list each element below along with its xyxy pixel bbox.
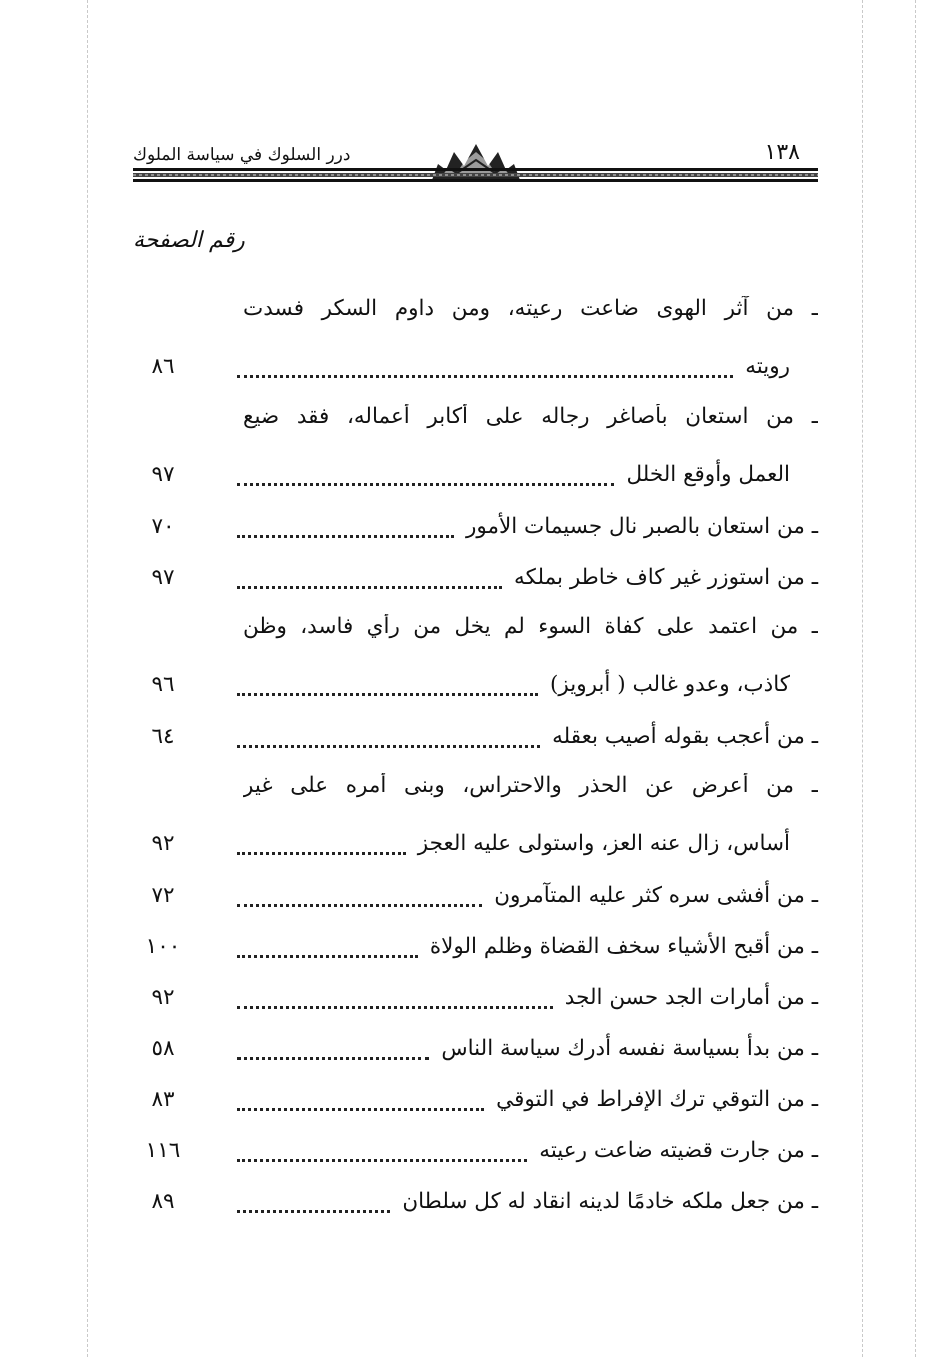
- dot-leader: [237, 367, 733, 378]
- page-ref: ٩٢: [151, 830, 175, 856]
- entry-line: ـ من أعرض عن الحذر والاحتراس، وبنى أمره على غير: [243, 773, 818, 798]
- page-ref: ٩٧: [151, 461, 175, 487]
- entry-line: ـ من أفشى سره كثر عليه المتآمرون ٧٢: [133, 870, 818, 921]
- page-ref: ١١٦: [145, 1138, 181, 1163]
- entry-line: ـ من بدأ بسياسة نفسه أدرك سياسة الناس ٥٨: [133, 1023, 818, 1074]
- page-ref: ٩٦: [151, 671, 175, 697]
- dot-leader: [237, 1202, 390, 1213]
- page-ref: ٧٠: [151, 514, 175, 539]
- entry-line: ـ من استعان بأصاغر رجاله على أكابر أعماله، فقد ضيع: [243, 404, 818, 429]
- entry-line: ـ من جعل ملكه خادمًا لدينه انقاد له كل سلطان ٨٩: [133, 1176, 818, 1227]
- dot-leader: [237, 578, 502, 589]
- dot-leader: [237, 475, 614, 486]
- page-number: ١٣٨: [764, 140, 800, 165]
- dot-leader: [237, 1049, 429, 1060]
- entry-line: ـ من استوزر غير كاف خاطر بملكه ٩٧: [133, 552, 818, 603]
- scan-guide-line: [87, 0, 88, 1357]
- dot-leader: [237, 844, 406, 855]
- dot-leader: [237, 998, 553, 1009]
- page-ref: ٨٦: [151, 353, 175, 379]
- entry-line: ـ من آثر الهوى ضاعت رعيته، ومن داوم السكر فسدت: [243, 296, 818, 321]
- entry-line: أساس، زال عنه العز، واستولى عليه العجز ٩٢: [133, 816, 818, 870]
- dot-leader: [237, 737, 540, 748]
- column-title: رقم الصفحة: [133, 228, 245, 253]
- entry-line: ـ من اعتمد على كفاة السوء لم يخل من رأي فاسد، وظن: [243, 614, 818, 639]
- entry-line: ـ من جارت قضيته ضاعت رعيته ١١٦: [133, 1125, 818, 1176]
- dot-leader: [237, 947, 418, 958]
- page-ref: ٧٢: [151, 883, 175, 908]
- scan-guide-line: [862, 0, 863, 1357]
- entry-line: ـ من التوقي ترك الإفراط في التوقي ٨٣: [133, 1074, 818, 1125]
- page-ref: ٩٧: [151, 565, 175, 590]
- page-ref: ٨٣: [151, 1087, 175, 1112]
- book-page: [133, 0, 818, 1357]
- entry-line: رويته ٨٦: [133, 339, 818, 393]
- dot-leader: [237, 1100, 484, 1111]
- page-ref: ٥٨: [151, 1036, 175, 1061]
- header-rule: [133, 168, 818, 182]
- entry-line: العمل وأوقع الخلل ٩٧: [133, 447, 818, 501]
- dot-leader: [237, 1151, 527, 1162]
- entry-line: ـ من أمارات الجد حسن الجد ٩٢: [133, 972, 818, 1023]
- entry-line: ـ من استعان بالصبر نال جسيمات الأمور ٧٠: [133, 501, 818, 552]
- scan-guide-line: [915, 0, 916, 1357]
- dot-leader: [237, 685, 538, 696]
- index-entries: [133, 285, 818, 1227]
- page-ref: ١٠٠: [145, 934, 181, 959]
- entry-line: كاذب، وعدو غالب ( أبرويز) ٩٦: [133, 657, 818, 711]
- entry-line: ـ من أقبح الأشياء سخف القضاة وظلم الولاة ١٠٠: [133, 921, 818, 972]
- page-ref: ٨٩: [151, 1189, 175, 1214]
- page-ref: ٩٢: [151, 985, 175, 1010]
- dot-leader: [237, 896, 482, 907]
- running-title: درر السلوك في سياسة الملوك: [133, 145, 351, 165]
- entry-line: ـ من أعجب بقوله أصيب بعقله ٦٤: [133, 711, 818, 762]
- dot-leader: [237, 527, 454, 538]
- page-ref: ٦٤: [151, 724, 175, 749]
